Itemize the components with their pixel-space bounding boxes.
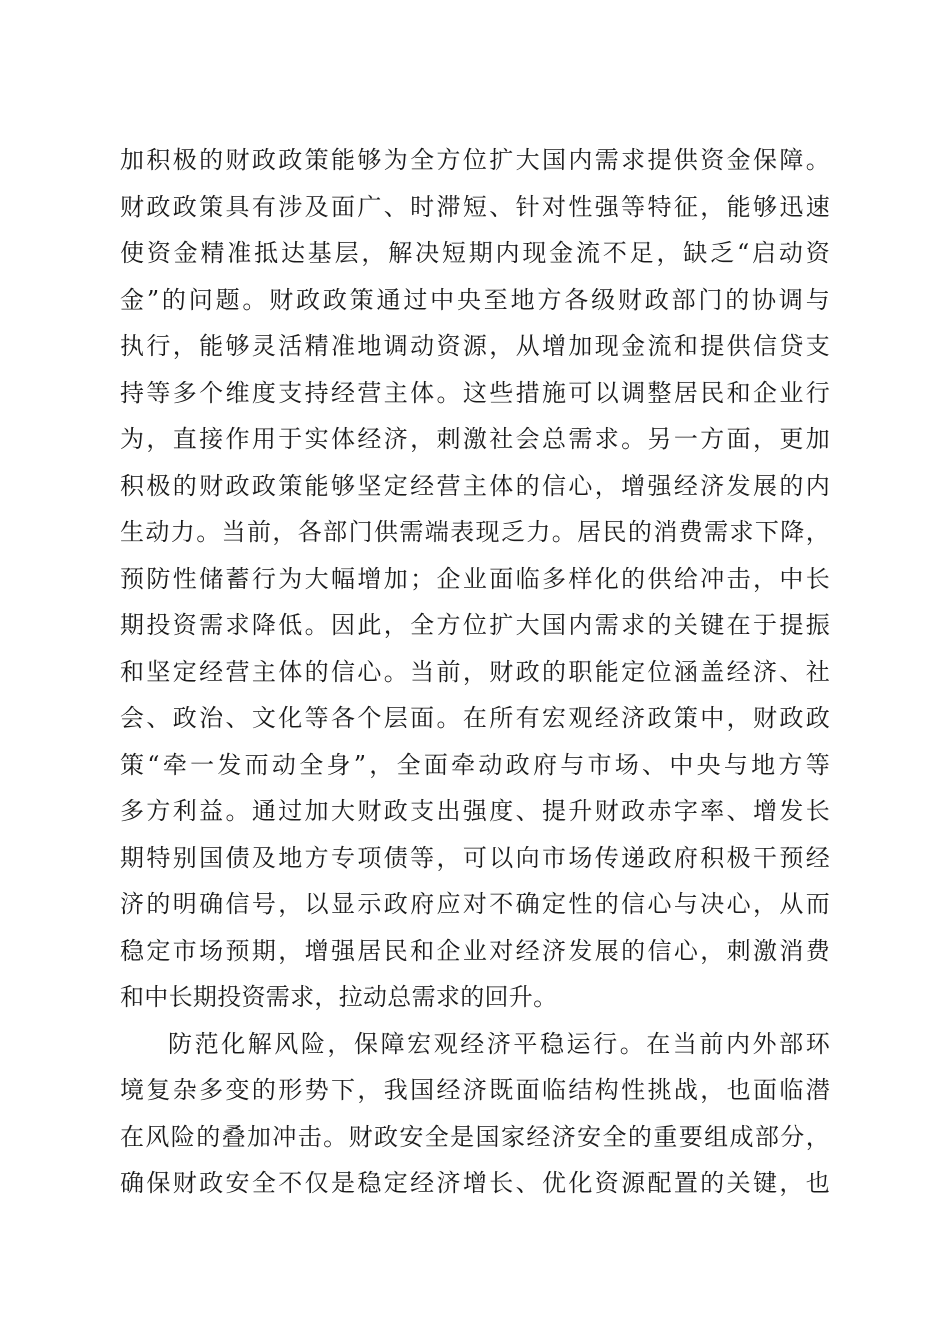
paragraph-2: [120, 1021, 830, 1207]
text-line: 境复杂多变的形势下，我国经济既面临结构性挑战，也面临潜: [120, 1076, 830, 1104]
text-line: 持等多个维度支持经营主体。这些措施可以调整居民和企业行: [120, 378, 830, 407]
text-line: 会、政治、文化等各个层面。在所有宏观经济政策中，财政政: [120, 704, 830, 732]
text-line: 期投资需求降低。因此，全方位扩大国内需求的关键在于提振: [120, 611, 830, 639]
text-line: 使资金精准抵达基层，解决短期内现金流不足，缺乏“启动资: [120, 239, 830, 267]
text-line: 防范化解风险，保障宏观经济平稳运行。在当前内外部环: [168, 1029, 830, 1058]
text-line: 为，直接作用于实体经济，刺激社会总需求。另一方面，更加: [120, 425, 830, 453]
text-line: 预防性储蓄行为大幅增加；企业面临多样化的供给冲击，中长: [120, 564, 830, 593]
text-line: 加积极的财政政策能够为全方位扩大国内需求提供资金保障。: [120, 146, 830, 174]
text-line: 执行，能够灵活精准地调动资源，从增加现金流和提供信贷支: [120, 332, 830, 360]
text-line: 和坚定经营主体的信心。当前，财政的职能定位涵盖经济、社: [120, 657, 830, 686]
text-line: 稳定市场预期，增强居民和企业对经济发展的信心，刺激消费: [120, 936, 830, 965]
text-line: 生动力。当前，各部门供需端表现乏力。居民的消费需求下降，: [120, 518, 830, 546]
paragraph-1: [120, 137, 830, 1021]
text-line: 财政政策具有涉及面广、时滞短、针对性强等特征，能够迅速: [120, 192, 830, 221]
body-text: [120, 137, 830, 1207]
text-line: 金”的问题。财政政策通过中央至地方各级财政部门的协调与: [120, 285, 830, 314]
text-line: 策“牵一发而动全身”，全面牵动政府与市场、中央与地方等: [120, 750, 830, 779]
text-line: 在风险的叠加冲击。财政安全是国家经济安全的重要组成部分，: [120, 1122, 830, 1151]
text-line: 和中长期投资需求，拉动总需求的回升。: [120, 983, 558, 1011]
text-line: 济的明确信号，以显示政府应对不确定性的信心与决心，从而: [120, 890, 830, 918]
text-line: 期特别国债及地方专项债等，可以向市场传递政府积极干预经: [120, 843, 830, 872]
text-line: 确保财政安全不仅是稳定经济增长、优化资源配置的关键，也: [120, 1169, 830, 1197]
text-line: 积极的财政政策能够坚定经营主体的信心，增强经济发展的内: [120, 471, 830, 500]
text-line: 多方利益。通过加大财政支出强度、提升财政赤字率、增发长: [120, 797, 830, 825]
